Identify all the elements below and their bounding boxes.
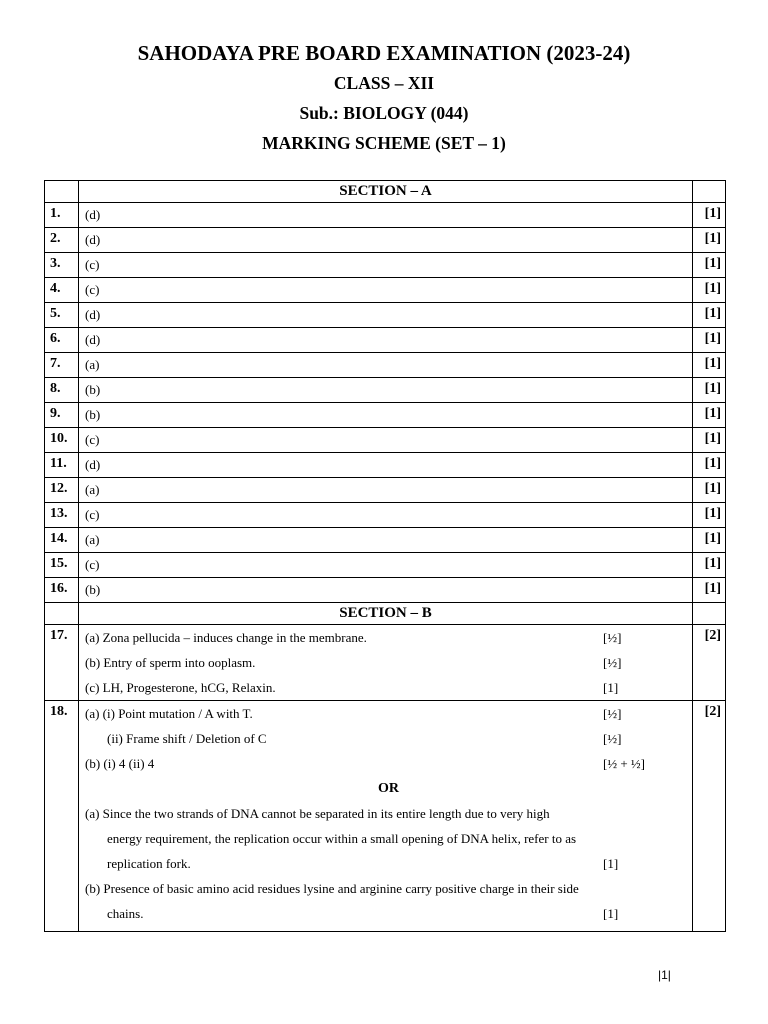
answer-line [85, 701, 692, 726]
question-mark: [1] [693, 528, 726, 553]
answer-line-text: chains. [107, 906, 144, 921]
question-mark: [2] [693, 701, 726, 932]
question-mark: [1] [693, 378, 726, 403]
question-mark: [1] [693, 453, 726, 478]
section-b-row [45, 603, 726, 625]
answer-line-text: energy requirement, the replication occur within a small opening of DNA helix, refer to as [107, 831, 577, 846]
question-mark: [1] [693, 203, 726, 228]
answer-line-text: (b) (i) 4 (ii) 4 [85, 756, 155, 771]
answer-line-text: (ii) Frame shift / Deletion of C [107, 731, 267, 746]
answer-row [45, 528, 726, 553]
question-number: 13. [45, 503, 79, 528]
answer-row [45, 578, 726, 603]
question-mark: [1] [693, 503, 726, 528]
answer-option: (d) [79, 328, 693, 353]
answer-row [45, 253, 726, 278]
line-mark: [½ + ½] [603, 756, 645, 771]
section-a-title: SECTION – A [79, 181, 693, 203]
answer-option: (a) [79, 478, 693, 503]
scheme-label: MARKING SCHEME (SET – 1) [262, 133, 506, 153]
section-mark-cell [693, 181, 726, 203]
answer-option: (d) [79, 203, 693, 228]
answer-lines [79, 625, 692, 700]
question-mark: [1] [693, 328, 726, 353]
question-number: 7. [45, 353, 79, 378]
answer-option: (d) [79, 228, 693, 253]
answer-row [45, 228, 726, 253]
answer-line-text: (a) Since the two strands of DNA cannot be separated in its entire length due to very high [85, 806, 550, 821]
answer-row [45, 353, 726, 378]
question-number: 17. [45, 625, 79, 701]
section-b-title: SECTION – B [79, 603, 693, 625]
answer-option: (c) [79, 553, 693, 578]
answer-option: (c) [79, 253, 693, 278]
answer-line-text: (a) (i) Point mutation / A with T. [85, 706, 253, 721]
answer-option: (b) [79, 578, 693, 603]
answer-row [45, 625, 726, 701]
answer-option: (a) [79, 353, 693, 378]
question-mark: [1] [693, 228, 726, 253]
answer-line [85, 876, 692, 901]
line-mark: [1] [603, 680, 619, 695]
answer-row [45, 701, 726, 932]
marking-scheme-table [44, 180, 726, 932]
question-number: 6. [45, 328, 79, 353]
question-mark: [1] [693, 553, 726, 578]
answer-row [45, 553, 726, 578]
answer-line-text: (b) Presence of basic amino acid residues lysine and arginine carry positive charge in their side [85, 881, 579, 896]
answer-line-text: (a) Zona pellucida – induces change in the membrane. [85, 630, 367, 645]
line-mark: [1] [603, 856, 619, 871]
answer-line [85, 851, 692, 876]
answer-row [45, 478, 726, 503]
line-mark: [½] [603, 706, 622, 721]
answer-line-text: replication fork. [107, 856, 191, 871]
answer-text-cell [79, 625, 693, 701]
answer-lines [79, 701, 692, 926]
answer-line [85, 650, 692, 675]
section-mark-cell [693, 603, 726, 625]
question-number: 3. [45, 253, 79, 278]
answer-text-cell [79, 701, 693, 932]
answer-option: (b) [79, 378, 693, 403]
question-number: 14. [45, 528, 79, 553]
answer-row [45, 278, 726, 303]
line-mark: [½] [603, 731, 622, 746]
answer-row [45, 203, 726, 228]
answer-line-text: (b) Entry of sperm into ooplasm. [85, 655, 256, 670]
question-mark: [1] [693, 428, 726, 453]
question-number: 10. [45, 428, 79, 453]
answer-line [85, 801, 692, 826]
question-mark: [1] [693, 278, 726, 303]
answer-row [45, 378, 726, 403]
section-num-cell [45, 181, 79, 203]
blank-space [79, 926, 692, 931]
answer-line [85, 726, 692, 751]
answer-row [45, 428, 726, 453]
answer-line [85, 625, 692, 650]
answer-option: (c) [79, 278, 693, 303]
question-number: 2. [45, 228, 79, 253]
answer-row [45, 503, 726, 528]
answer-line-text: (c) LH, Progesterone, hCG, Relaxin. [85, 680, 276, 695]
question-mark: [1] [693, 253, 726, 278]
question-mark: [1] [693, 403, 726, 428]
question-number: 16. [45, 578, 79, 603]
answer-line-text: OR [378, 781, 399, 796]
answer-option: (c) [79, 503, 693, 528]
section-num-cell [45, 603, 79, 625]
page-number: |1| [658, 968, 671, 982]
line-mark: [½] [603, 630, 622, 645]
question-number: 12. [45, 478, 79, 503]
line-mark: [1] [603, 906, 619, 921]
answer-row [45, 328, 726, 353]
question-number: 4. [45, 278, 79, 303]
answer-row [45, 403, 726, 428]
answer-line [85, 675, 692, 700]
question-mark: [1] [693, 353, 726, 378]
question-mark: [1] [693, 578, 726, 603]
or-separator [85, 776, 692, 801]
answer-option: (d) [79, 303, 693, 328]
document-header [0, 38, 768, 158]
subject-label: Sub.: BIOLOGY (044) [299, 103, 469, 123]
question-mark: [1] [693, 478, 726, 503]
answer-option: (d) [79, 453, 693, 478]
class-label: CLASS – XII [333, 73, 435, 93]
answer-option: (a) [79, 528, 693, 553]
question-number: 1. [45, 203, 79, 228]
answer-option: (c) [79, 428, 693, 453]
answer-option: (b) [79, 403, 693, 428]
question-number: 9. [45, 403, 79, 428]
question-number: 18. [45, 701, 79, 932]
section-a-row [45, 181, 726, 203]
line-mark: [½] [603, 655, 622, 670]
answer-line [85, 751, 692, 776]
question-number: 15. [45, 553, 79, 578]
question-mark: [2] [693, 625, 726, 701]
question-number: 8. [45, 378, 79, 403]
question-number: 5. [45, 303, 79, 328]
exam-title: SAHODAYA PRE BOARD EXAMINATION (2023-24) [137, 41, 631, 65]
answer-row [45, 303, 726, 328]
answer-row [45, 453, 726, 478]
answer-line [85, 901, 692, 926]
answer-line [85, 826, 692, 851]
question-number: 11. [45, 453, 79, 478]
question-mark: [1] [693, 303, 726, 328]
